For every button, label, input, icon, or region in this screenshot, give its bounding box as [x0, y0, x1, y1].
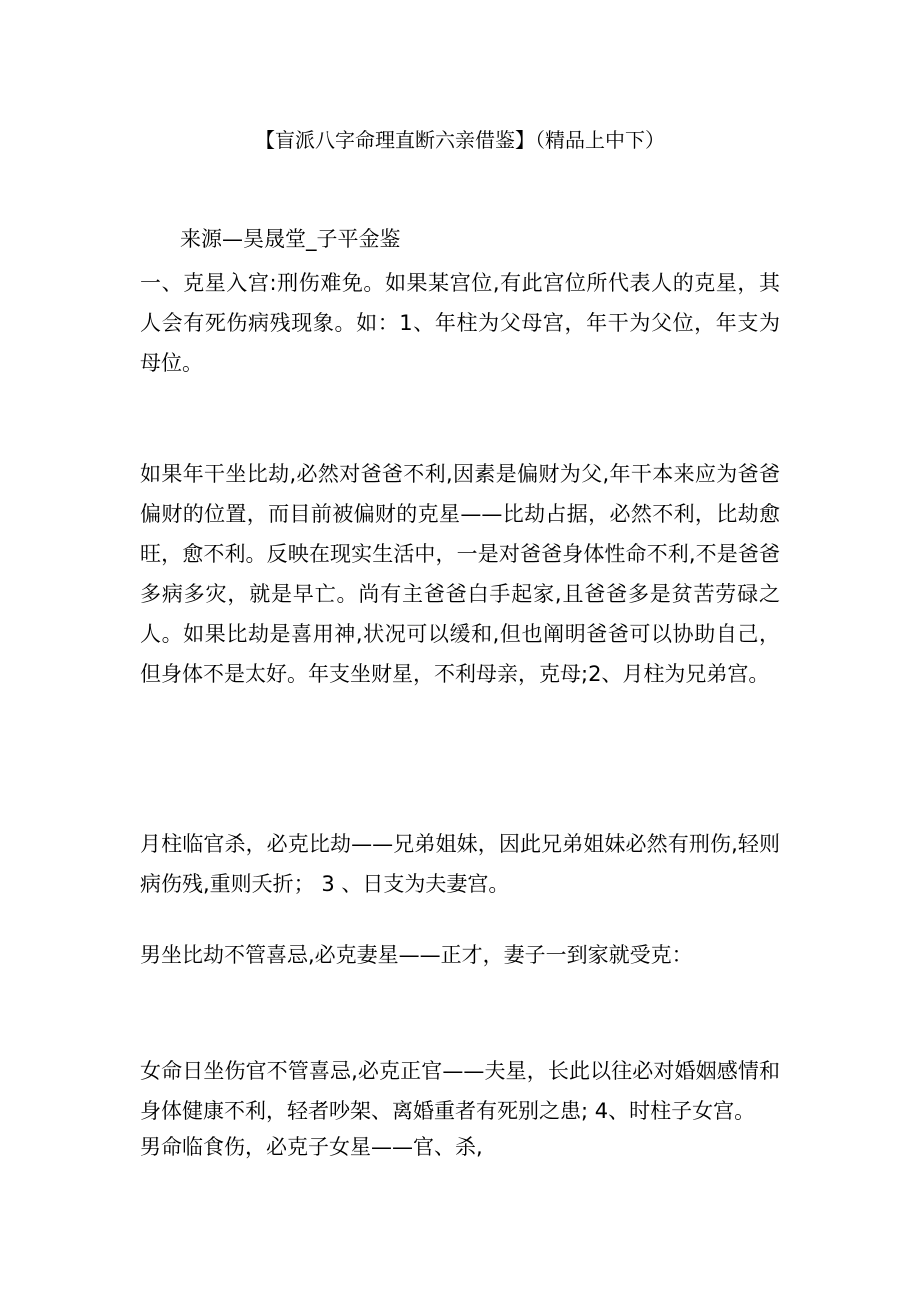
- paragraph-4: 男坐比劫不管喜忌,必克妻星——正才，妻子一到家就受克：: [140, 943, 693, 967]
- document-source: 来源—昊晟堂_子平金鉴: [180, 227, 401, 251]
- paragraph-1: 一、克星入宫:刑伤难免。如果某宫位,有此宫位所代表人的克星，其人会有死伤病残现象。如：1、年柱为父母宫，年干为父位，年支为母位。: [140, 271, 780, 375]
- paragraph-5: 女命日坐伤官不管喜忌,必克正官——夫星，长此以往必对婚姻感情和身体健康不利，轻者吵架、离婚重者有死别之患; 4、时柱子女宫。: [140, 1059, 780, 1123]
- paragraph-3: 月柱临官杀，必克比劫——兄弟姐妹，因此兄弟姐妹必然有刑伤,轻则病伤残,重则夭折； 3 、日支为夫妻宫。: [140, 832, 780, 896]
- document-title: 【盲派八字命理直断六亲借鉴】（精品上中下）: [255, 128, 665, 152]
- paragraph-2: 如果年干坐比劫,必然对爸爸不利,因素是偏财为父,年干本来应为爸爸偏财的位置，而目前被偏财的克星——比劫占据，必然不利，比劫愈旺，愈不利。反映在现实生活中，一是对爸爸身体性命不利,不是爸爸多病多灾，就是早亡。尚有主爸爸白手起家,且爸爸多是贫苦劳碌之人。如果比劫是喜用神,状况可以缓和,但也阐明爸爸可以协助自己，但身体不是太好。年支坐财星，不利母亲，克母;2、月柱为兄弟宫。: [140, 462, 780, 686]
- paragraph-6: 男命临食伤，必克子女星——官、杀,: [140, 1135, 483, 1159]
